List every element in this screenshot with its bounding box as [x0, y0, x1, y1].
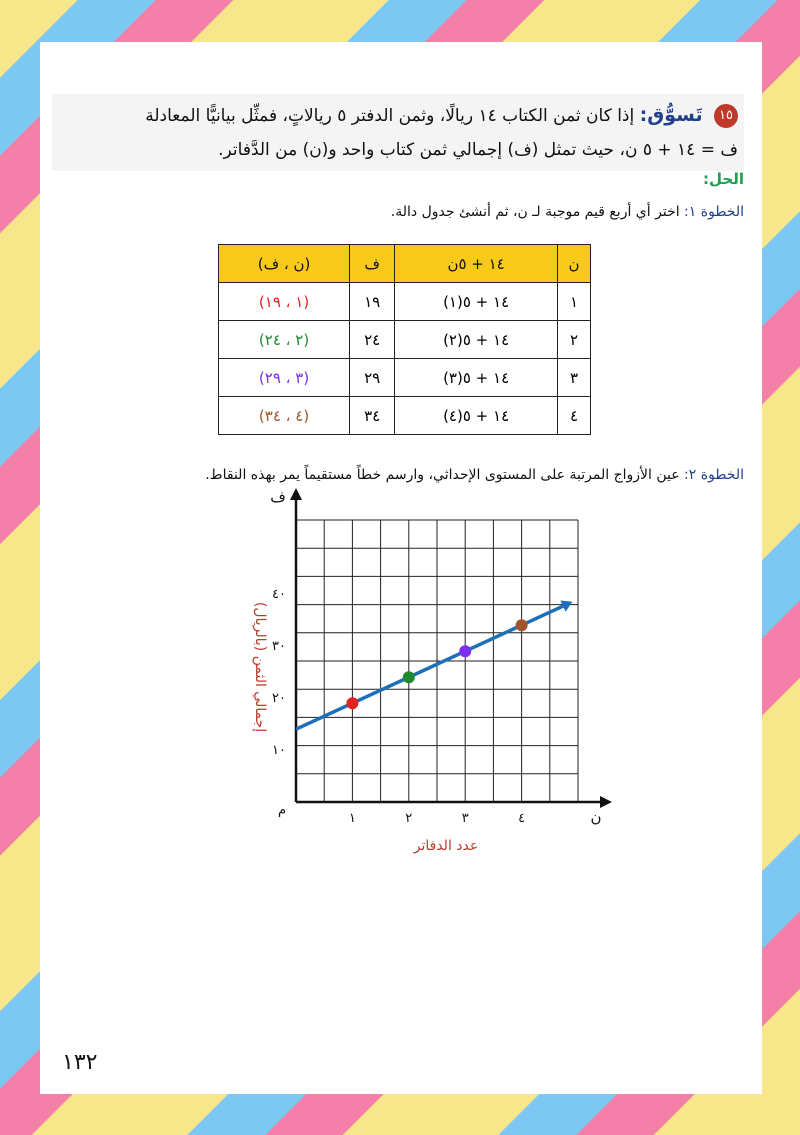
data-point	[516, 619, 528, 631]
cell-pair: (١ ، ١٩)	[219, 283, 350, 321]
table-row	[219, 283, 591, 321]
table-row	[219, 397, 591, 435]
table-row	[219, 359, 591, 397]
worksheet-page	[40, 42, 762, 1094]
cell-expression: ١٤ + ٥(٢)	[395, 321, 558, 359]
function-table	[218, 244, 591, 435]
cell-n: ٣	[557, 359, 590, 397]
x-tick-label: ٤	[518, 811, 526, 826]
step-1-text: اختر أي أربع قيم موجبة لـ ن، ثم أنشئ جدول دالة.	[390, 204, 680, 220]
cell-n: ٢	[557, 321, 590, 359]
y-tick-label: ٢٠	[272, 691, 286, 706]
step-1	[391, 204, 744, 220]
coordinate-graph	[220, 488, 602, 854]
solution-label: الحل:	[703, 170, 744, 188]
cell-expression: ١٤ + ٥(٣)	[395, 359, 558, 397]
cell-f: ٢٩	[350, 359, 395, 397]
x-tick-label: ٢	[405, 811, 413, 826]
table-row	[219, 321, 591, 359]
cell-n: ١	[557, 283, 590, 321]
origin-label: م	[277, 803, 287, 818]
problem-number: ١٥	[714, 104, 738, 128]
data-point	[459, 645, 471, 657]
problem-text-2: ف = ١٤ + ٥ ن، حيث تمثل (ف) إجمالي ثمن كتاب واحد و(ن) من الدَّفاتر.	[218, 140, 738, 160]
data-point	[346, 697, 358, 709]
table-header-row	[219, 245, 591, 283]
cell-f: ٢٤	[350, 321, 395, 359]
header-f: ف	[350, 245, 395, 283]
problem-keyword: تَسوُّق:	[639, 104, 703, 126]
cell-f: ١٩	[350, 283, 395, 321]
header-pair: (ن ، ف)	[219, 245, 350, 283]
header-n: ن	[557, 245, 590, 283]
y-axis-letter: ف	[270, 488, 286, 506]
header-expression: ١٤ + ٥ن	[395, 245, 558, 283]
x-axis-letter: ن	[590, 808, 602, 826]
page-number: ١٣٢	[62, 1050, 98, 1075]
data-point	[403, 671, 415, 683]
y-axis-title: إجمالي الثمن (بالريال)	[252, 601, 268, 733]
y-tick-label: ٣٠	[272, 639, 286, 654]
step-2-label: الخطوة ٢:	[684, 467, 744, 483]
x-tick-label: ١	[348, 811, 356, 826]
x-tick-label: ٣	[461, 811, 469, 826]
y-tick-label: ٤٠	[272, 587, 286, 602]
x-axis-title: عدد الدفاتر	[413, 838, 479, 854]
cell-n: ٤	[557, 397, 590, 435]
problem-text-1: إذا كان ثمن الكتاب ١٤ ريالًا، وثمن الدفتر ٥ ريالاتٍ، فمثِّل بيانيًّا المعادلة	[145, 106, 635, 126]
y-axis-arrow	[290, 488, 302, 500]
cell-expression: ١٤ + ٥(٤)	[395, 397, 558, 435]
problem-statement	[52, 94, 744, 171]
cell-f: ٣٤	[350, 397, 395, 435]
step-2-text: عين الأزواج المرتبة على المستوى الإحداثي، وارسم خطاً مستقيماً يمر بهذه النقاط.	[205, 467, 680, 483]
cell-pair: (٣ ، ٢٩)	[219, 359, 350, 397]
step-1-label: الخطوة ١:	[684, 204, 744, 220]
cell-expression: ١٤ + ٥(١)	[395, 283, 558, 321]
cell-pair: (٤ ، ٣٤)	[219, 397, 350, 435]
step-2	[205, 467, 744, 483]
x-axis-arrow	[600, 796, 612, 808]
cell-pair: (٢ ، ٢٤)	[219, 321, 350, 359]
y-tick-label: ١٠	[272, 743, 286, 758]
problem-line-1	[58, 98, 738, 133]
